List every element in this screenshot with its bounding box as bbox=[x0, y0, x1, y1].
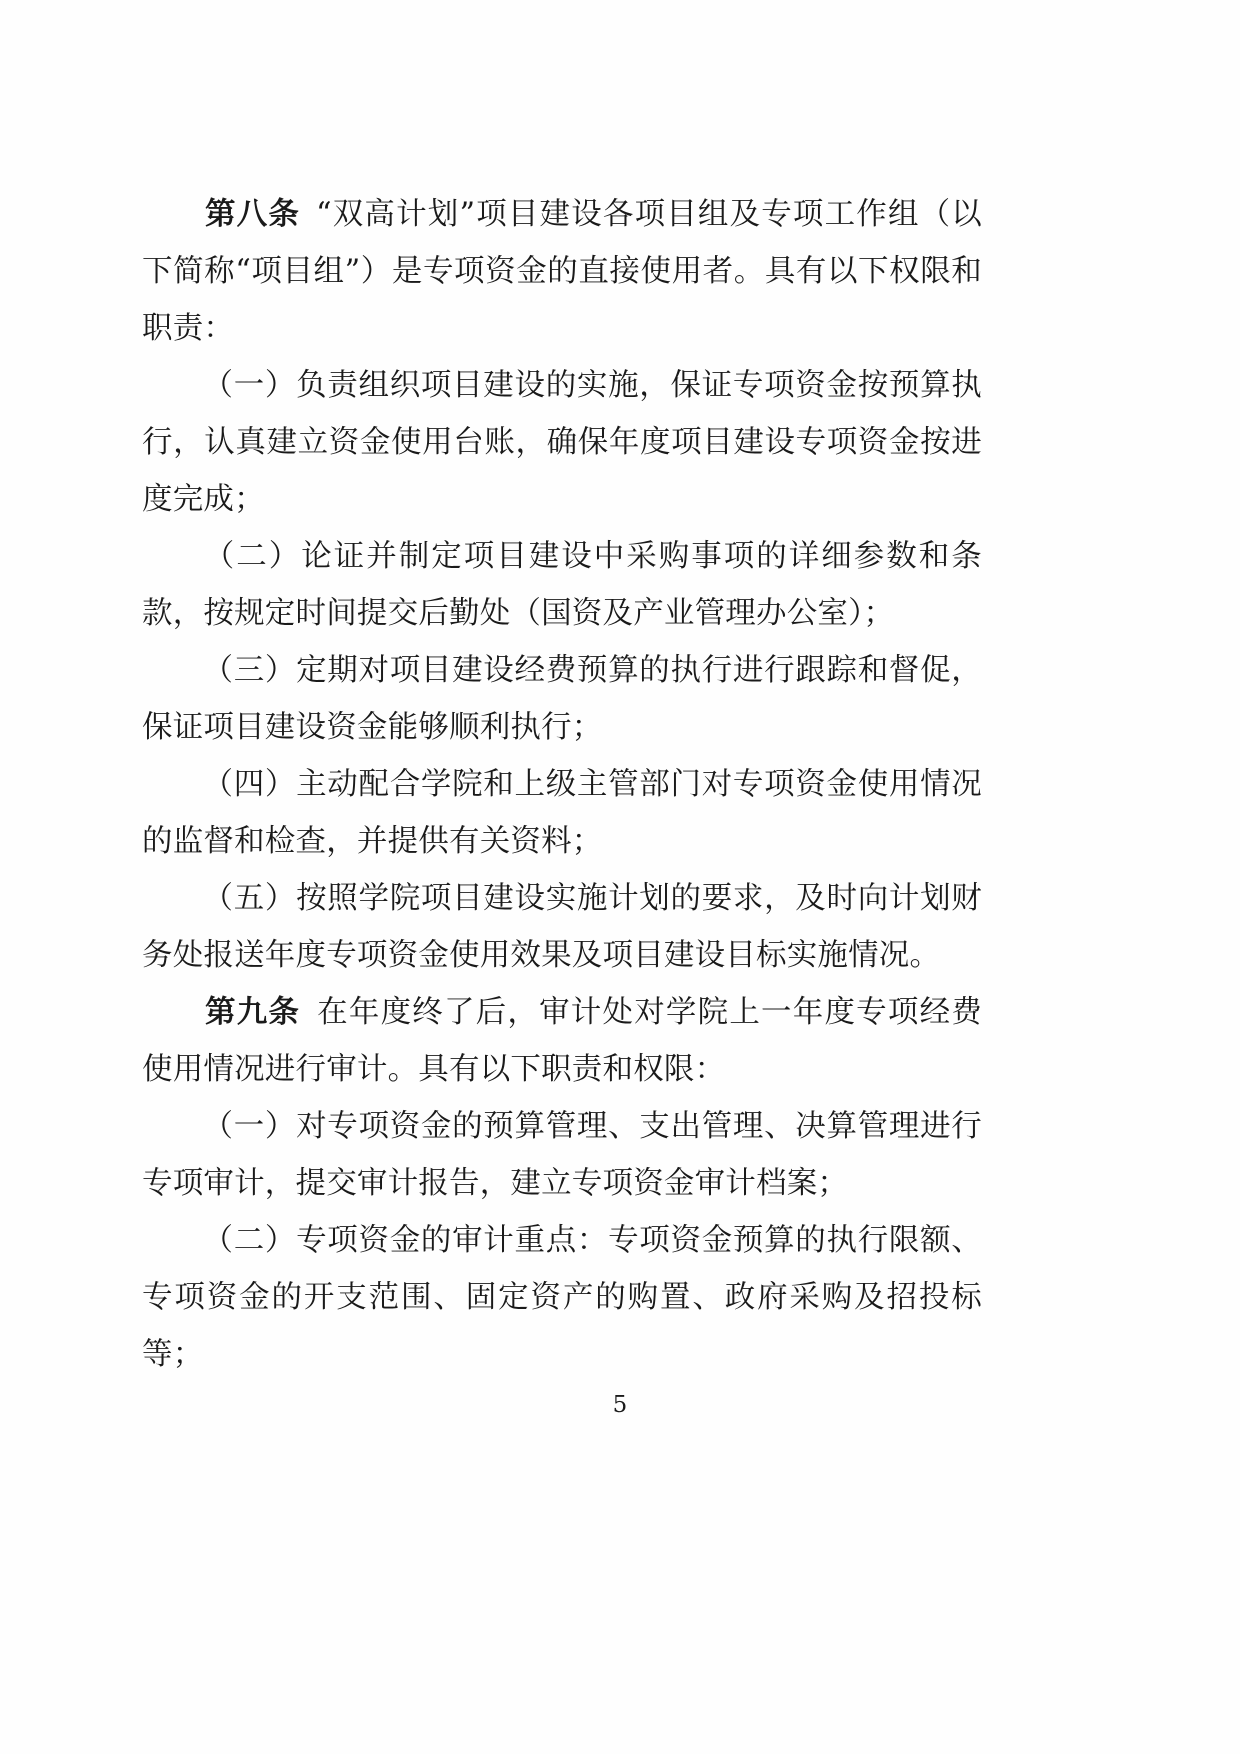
paragraph-text: “双高计划”项目建设各项目组及专项工作组（以下简称“项目组”）是专项资金的直接使用者。具有以下权限和职责： bbox=[142, 197, 982, 346]
page-number: 5 bbox=[612, 1392, 628, 1418]
paragraph-article-9-heading bbox=[142, 984, 982, 1098]
paragraph-text: （三）定期对项目建设经费预算的执行进行跟踪和督促，保证项目建设资金能够顺利执行； bbox=[142, 653, 982, 745]
paragraph-article-9-item-2 bbox=[142, 1212, 982, 1383]
paragraph-article-8-item-1 bbox=[142, 357, 982, 528]
article-label: 第九条 bbox=[204, 994, 301, 1030]
paragraph-text: （四）主动配合学院和上级主管部门对专项资金使用情况的监督和检查，并提供有关资料； bbox=[142, 767, 982, 859]
paragraph-article-8-heading bbox=[142, 186, 982, 357]
paragraph-text: （五）按照学院项目建设实施计划的要求，及时向计划财务处报送年度专项资金使用效果及项目建设目标实施情况。 bbox=[142, 881, 982, 973]
paragraph-text: （一）对专项资金的预算管理、支出管理、决算管理进行专项审计，提交审计报告，建立专项资金审计档案； bbox=[142, 1109, 982, 1201]
document-body bbox=[142, 186, 982, 1383]
article-label: 第八条 bbox=[204, 196, 300, 232]
paragraph-text: 在年度终了后，审计处对学院上一年度专项经费使用情况进行审计。具有以下职责和权限： bbox=[142, 995, 982, 1087]
paragraph-text: （二）专项资金的审计重点：专项资金预算的执行限额、专项资金的开支范围、固定资产的购置、政府采购及招投标等； bbox=[142, 1223, 982, 1372]
paragraph-article-8-item-5 bbox=[142, 870, 982, 984]
paragraph-text: （一）负责组织项目建设的实施，保证专项资金按预算执行，认真建立资金使用台账，确保年度项目建设专项资金按进度完成； bbox=[142, 368, 982, 517]
paragraph-article-8-item-4 bbox=[142, 756, 982, 870]
paragraph-article-8-item-2 bbox=[142, 528, 982, 642]
paragraph-article-9-item-1 bbox=[142, 1098, 982, 1212]
paragraph-text: （二）论证并制定项目建设中采购事项的详细参数和条款，按规定时间提交后勤处（国资及产业管理办公室）； bbox=[142, 539, 982, 631]
paragraph-article-8-item-3 bbox=[142, 642, 982, 756]
